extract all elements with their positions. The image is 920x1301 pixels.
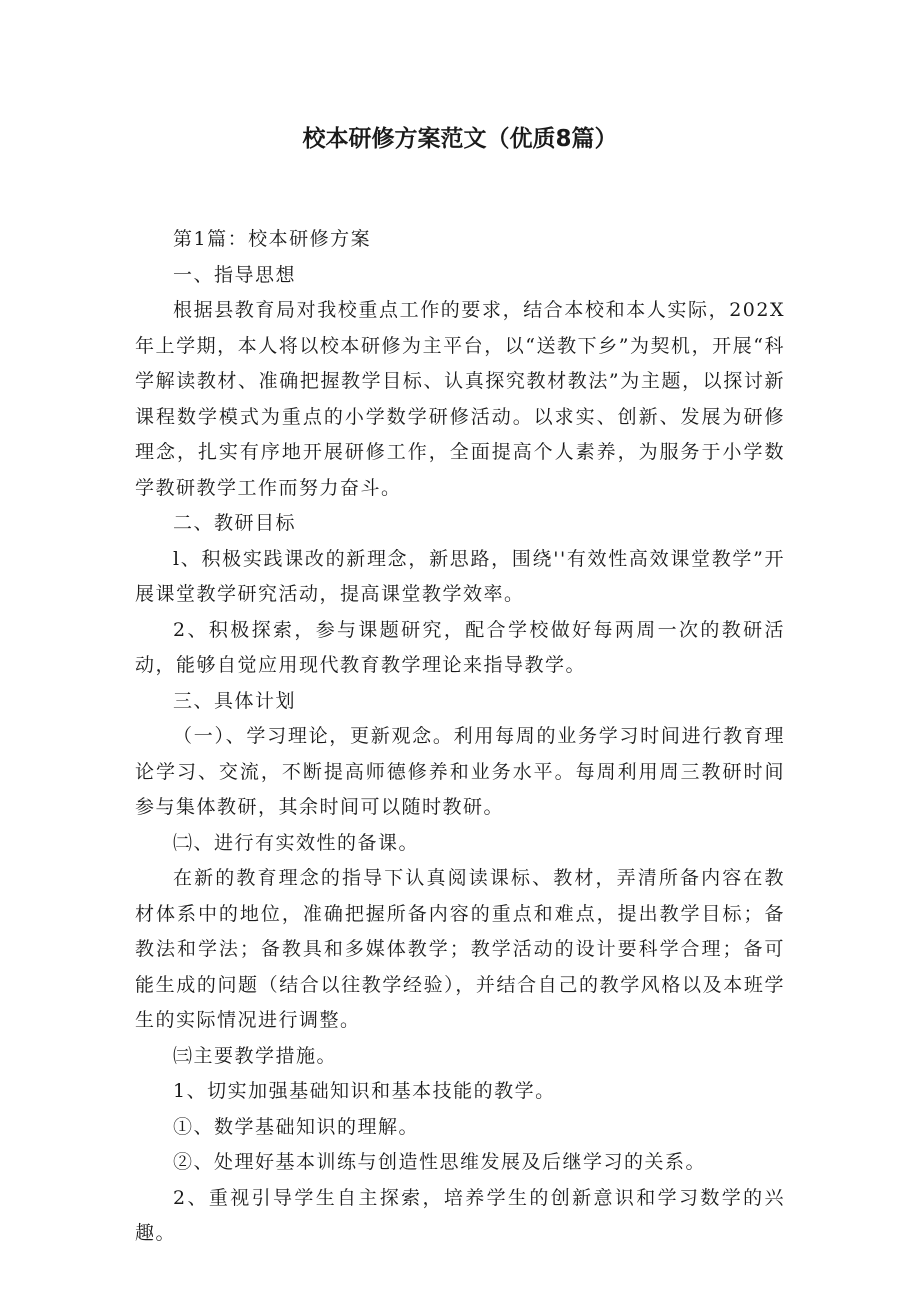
paragraph-measure-2: 2、重视引导学生自主探索，培养学生的创新意识和学习数学的兴趣。 xyxy=(135,1186,785,1244)
document-body xyxy=(135,222,785,1252)
paragraph-plan-2: 在新的教育理念的指导下认真阅读课标、教材，弄清所备内容在教材体系中的地位，准确把握所备内容的重点和难点，提出教学目标；备教法和学法；备教具和多媒体教学；教学活动的设计要科学合理；备可能生成的问题（结合以往教学经验），并结合自己的教学风格以及本班学生的实际情况进行调整。 xyxy=(135,867,785,1031)
paragraph-measure-1: 1、切实加强基础知识和基本技能的教学。 xyxy=(173,1080,556,1102)
paragraph-goal-1: l、积极实践课改的新理念，新思路，围绕''有效性高效课堂教学”开展课堂教学研究活动，提高课堂教学效率。 xyxy=(135,547,785,605)
paragraph-plan-1: （一）、学习理论，更新观念。利用每周的业务学习时间进行教育理论学习、交流，不断提高师德修养和业务水平。每周利用周三教研时间参与集体教研，其余时间可以随时教研。 xyxy=(135,725,785,818)
section-heading-research-goals: 二、教研目标 xyxy=(173,512,297,534)
paragraph-measure-1b: ②、处理好基本训练与创造性思维发展及后继学习的关系。 xyxy=(173,1151,707,1173)
subheading-plan-3: ㈢主要教学措施。 xyxy=(173,1044,338,1067)
section-heading-article-1: 第1篇：校本研修方案 xyxy=(173,228,372,250)
section-heading-specific-plan: 三、具体计划 xyxy=(173,689,297,712)
subheading-plan-2: ㈡、进行有实效性的备课。 xyxy=(173,831,420,854)
paragraph-measure-1a: ①、数学基础知识的理解。 xyxy=(173,1115,420,1138)
section-heading-guiding-ideology: 一、指导思想 xyxy=(173,263,297,286)
document-title: 校本研修方案范文（优质8篇） xyxy=(302,126,618,152)
paragraph-guiding-ideology: 根据县教育局对我校重点工作的要求，结合本校和本人实际，202X年上学期，本人将以校本研修为主平台，以“送教下乡”为契机，开展“科学解读教材、准确把握教学目标、认真探究教材教法”为主题，以探讨新课程数学模式为重点的小学数学研修活动。以求实、创新、发展为研修理念，扎实有序地开展研修工作，全面提高个人素养，为服务于小学数学教研教学工作而努力奋斗。 xyxy=(135,299,785,499)
paragraph-goal-2: 2、积极探索，参与课题研究，配合学校做好每两周一次的教研活动，能够自觉应用现代教育教学理论来指导教学。 xyxy=(135,618,785,676)
